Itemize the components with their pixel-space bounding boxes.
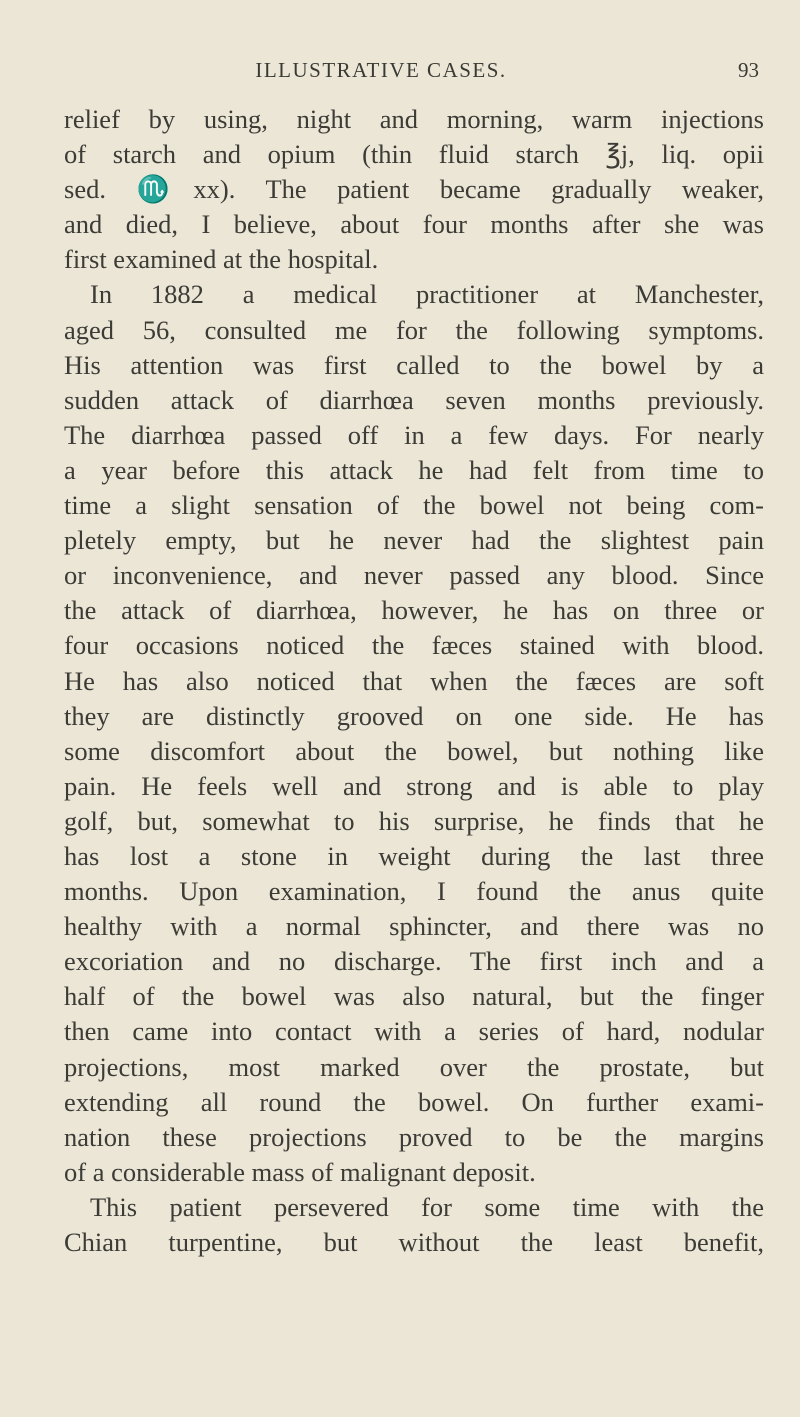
text-line: first examined at the hospital. xyxy=(64,244,379,275)
text-line: He has also noticed that when the fæces are soft xyxy=(64,665,764,696)
text-line: the attack of diarrhœa, however, he has on three or xyxy=(64,595,764,626)
text-line: sudden attack of diarrhœa seven months previously. xyxy=(64,384,764,415)
text-line: and died, I believe, about four months after she was xyxy=(64,209,764,240)
text-line: relief by using, night and morning, warm injections xyxy=(64,104,764,134)
text-line: sed. ♏xx). The patient became gradually weaker, xyxy=(64,174,764,205)
page-number: 93 xyxy=(738,58,759,82)
text-line: then came into contact with a series of hard, nodular xyxy=(64,1016,764,1047)
body-text xyxy=(64,102,764,1260)
text-line: nation these projections proved to be the margins xyxy=(64,1121,764,1152)
text-line: In 1882 a medical practitioner at Manchester, xyxy=(90,279,764,310)
text-line: This patient persevered for some time with the xyxy=(90,1191,764,1222)
text-line: The diarrhœa passed off in a few days. For nearly xyxy=(64,419,764,450)
text-line: excoriation and no discharge. The first inch and a xyxy=(64,946,764,977)
text-line: of starch and opium (thin fluid starch ℥j, liq. opii xyxy=(64,139,764,170)
text-line: pletely empty, but he never had the slightest pain xyxy=(64,525,764,556)
text-line: extending all round the bowel. On further exami- xyxy=(64,1086,764,1117)
text-line: projections, most marked over the prostate, but xyxy=(64,1051,764,1082)
text-line: of a considerable mass of malignant deposit. xyxy=(64,1156,536,1187)
text-line: has lost a stone in weight during the last three xyxy=(64,840,764,871)
text-line: half of the bowel was also natural, but the finger xyxy=(64,981,764,1012)
text-line: four occasions noticed the fæces stained with blood. xyxy=(64,630,764,661)
text-line: or inconvenience, and never passed any blood. Since xyxy=(64,560,764,591)
running-head xyxy=(0,58,800,86)
text-line: His attention was first called to the bowel by a xyxy=(64,349,764,380)
text-line: aged 56, consulted me for the following symptoms. xyxy=(64,314,764,345)
text-line: healthy with a normal sphincter, and there was no xyxy=(64,911,764,942)
text-line: they are distinctly grooved on one side. He has xyxy=(64,700,764,731)
text-line: a year before this attack he had felt from time to xyxy=(64,454,764,485)
text-line: golf, but, somewhat to his surprise, he finds that he xyxy=(64,805,764,836)
text-line: pain. He feels well and strong and is able to play xyxy=(64,770,764,801)
running-title: ILLUSTRATIVE CASES. xyxy=(255,58,507,82)
text-line: some discomfort about the bowel, but nothing like xyxy=(64,735,764,766)
text-line: time a slight sensation of the bowel not being com- xyxy=(64,490,764,521)
text-line: months. Upon examination, I found the anus quite xyxy=(64,876,764,907)
text-line: Chian turpentine, but without the least benefit, xyxy=(64,1227,764,1257)
